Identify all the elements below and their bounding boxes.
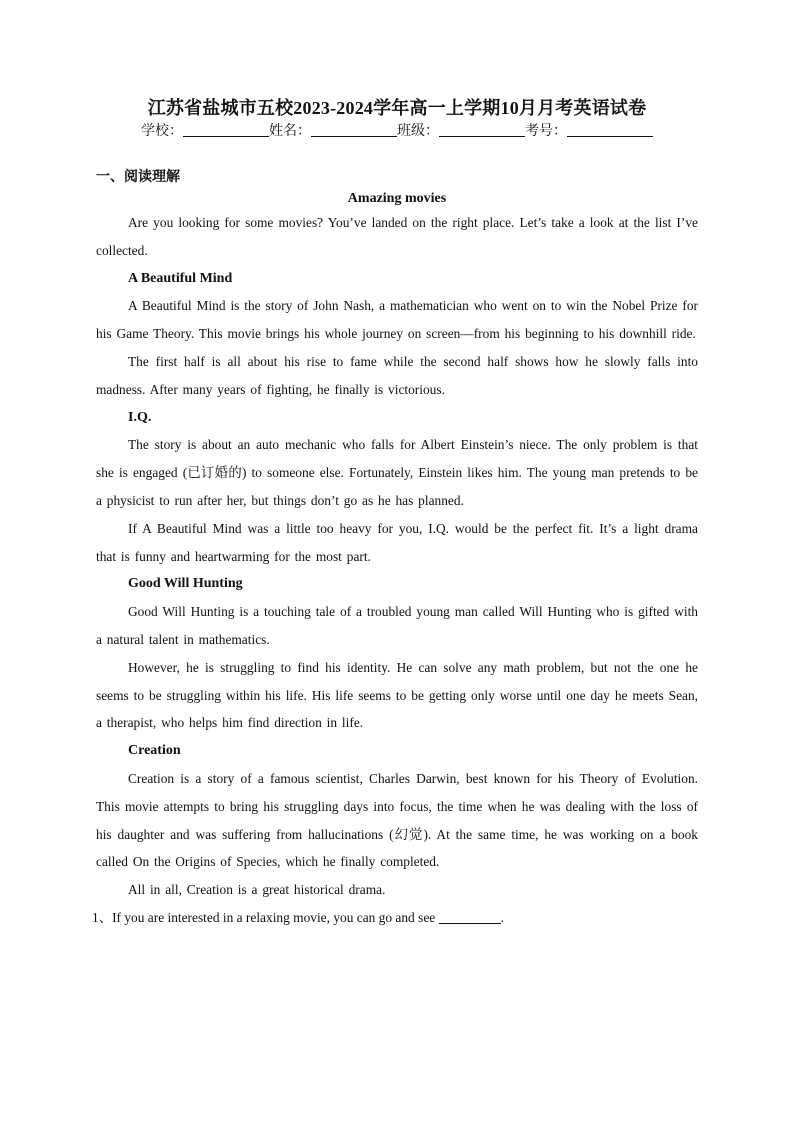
- passage-paragraph: The first half is all about his rise to fame while the second half shows how he slowly falls into madness. After many years of fighting, he finally is victorious.: [96, 353, 698, 397]
- passage-paragraph: All in all, Creation is a great historical drama.: [128, 882, 386, 898]
- movie-subheading: A Beautiful Mind: [128, 270, 233, 286]
- class-blank: [439, 122, 525, 137]
- name-label: 姓名：: [269, 124, 311, 139]
- passage-title: Amazing movies: [347, 191, 447, 206]
- name-blank: [311, 122, 397, 137]
- section-heading: 一、阅读理解: [96, 170, 180, 185]
- movie-subheading: Creation: [128, 743, 181, 759]
- student-info-line: [96, 122, 698, 142]
- question-1: [92, 904, 698, 932]
- movie-subheading: Good Will Hunting: [128, 576, 243, 592]
- exam-number-blank: [567, 122, 653, 137]
- passage-body: [96, 209, 698, 904]
- exam-number-label: 考号：: [525, 124, 567, 139]
- question-1-blank: [439, 909, 501, 924]
- school-blank: [183, 122, 269, 137]
- passage-paragraph: Good Will Hunting is a touching tale of a troubled young man called Will Hunting who is gifted with a natural talent in mathematics.: [96, 604, 698, 647]
- passage-paragraph: If A Beautiful Mind was a little too heavy for you, I.Q. would be the perfect fit. It’s a light drama that is funny and heartwarming for the most part.: [96, 520, 698, 564]
- passage-paragraph: However, he is struggling to find his identity. He can solve any math problem, but not the one he seems to be struggling within his life. His life seems to be getting only worse until one day he meets Sean, a therapist, who helps him find direction in life.: [96, 659, 698, 731]
- movie-subheading: I.Q.: [128, 409, 152, 425]
- passage-paragraph: Are you looking for some movies? You’ve landed on the right place. Let’s take a look at the list I’ve collected.: [96, 215, 698, 258]
- passage-paragraph: Creation is a story of a famous scientist, Charles Darwin, best known for his Theory of Evolution. This movie attempts to bring his struggling days into focus, the time when he was dealing with the loss of his daughter and was suffering from hallucinations (幻觉). At the same time, he was working on a book called On the Origins of Species, which he finally completed.: [96, 770, 698, 870]
- passage-paragraph: The story is about an auto mechanic who falls for Albert Einstein’s niece. The only problem is that she is engaged (已订婚的) to someone else. Fortunately, Einstein likes him. The young man pretends to be a physicist to run after her, but things don’t go as he has planned.: [96, 437, 698, 508]
- passage-paragraph: A Beautiful Mind is the story of John Nash, a mathematician who went on to win the Nobel Prize for his Game Theory. This movie brings his whole journey on screen—from his beginning to his downhill ride.: [96, 298, 698, 342]
- question-1-suffix: .: [500, 909, 504, 925]
- question-1-text: 1、If you are interested in a relaxing movie, you can go and see: [92, 909, 439, 925]
- school-label: 学校：: [141, 124, 183, 139]
- page-title: 江苏省盐城市五校2023-2024学年高一上学期10月月考英语试卷: [147, 98, 647, 118]
- class-label: 班级：: [397, 124, 439, 139]
